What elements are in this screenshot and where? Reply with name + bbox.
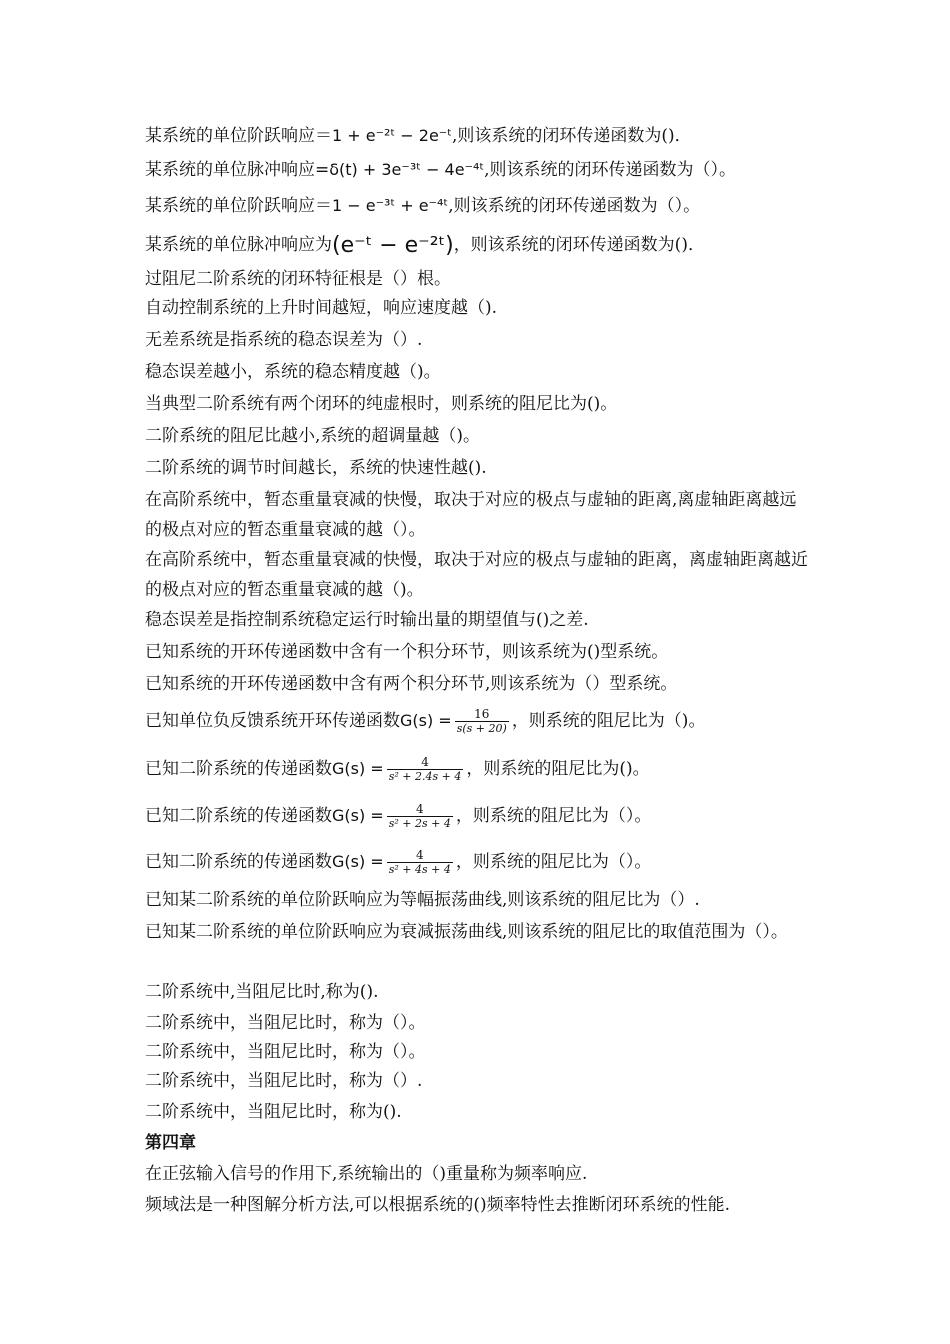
question-line: 已知某二阶系统的单位阶跃响应为等幅振荡曲线,则该系统的阻尼比为（）. [145,890,700,910]
math-expression: G(s) = [332,852,384,871]
question-text: ，则该系统的闭环传递函数为()． [453,235,705,255]
math-expression: G(s) = [400,711,452,730]
fraction-numerator: 4 [421,755,429,769]
question-line: 当典型二阶系统有两个闭环的纯虚根时，则系统的阻尼比为()。 [145,394,618,414]
fraction-denominator: s² + 4s + 4 [388,863,451,876]
question-line [145,191,810,221]
question-line: 在高阶系统中，暂态重量衰减的快慢，取决于对应的极点与虚轴的距离，离虚轴距离越近的极点对应的暂态重量衰减的越（)。 [145,550,808,600]
question-line: 已知系统的开环传递函数中含有两个积分环节,则该系统为（）型系统。 [145,674,678,694]
question-text: 某系统的单位脉冲响应为 [145,235,332,255]
question-text: ，则系统的阻尼比为（）。 [455,806,652,826]
question-line: 二阶系统中，当阻尼比时，称为(). [145,1102,402,1122]
question-text: ,则该系统的闭环传递函数为()． [451,126,692,146]
question-text: 已知二阶系统的传递函数 [145,852,332,872]
question-line: 二阶系统中，当阻尼比时，称为（）。 [145,1042,426,1062]
question-text: ，则系统的阻尼比为（)。 [511,711,706,731]
fraction [387,803,453,830]
fraction-denominator: s² + 2.4s + 4 [388,770,462,783]
question-text: 已知二阶系统的传递函数 [145,806,332,826]
question-line: 稳态误差越小，系统的稳态精度越（)。 [145,362,441,382]
question-line [145,754,810,784]
question-text: ，则系统的阻尼比为()。 [466,759,650,779]
fraction [387,849,453,876]
math-expression: G(s) = [332,759,384,778]
chapter-heading: 第四章 [145,1133,196,1153]
question-line [145,801,810,831]
fraction-denominator: s² + 2s + 4 [388,817,451,830]
question-line: 已知系统的开环传递函数中含有一个积分环节，则该系统为()型系统。 [145,642,669,662]
question-text: 某系统的单位阶跃响应＝ [145,126,332,146]
question-line: 自动控制系统的上升时间越短，响应速度越（). [145,298,498,318]
question-line: 在正弦输入信号的作用下,系统输出的（)重量称为频率响应. [145,1164,588,1184]
question-line [145,230,810,261]
fraction-denominator: s(s + 20) [456,722,507,735]
question-text: ,则该系统的闭环传递函数为（）。 [484,160,737,180]
question-line: 二阶系统中,当阻尼比时,称为(). [145,982,379,1002]
question-text: 已知二阶系统的传递函数 [145,759,332,779]
question-line: 二阶系统的调节时间越长，系统的快速性越(). [145,458,487,478]
question-line: 稳态误差是指控制系统稳定运行时输出量的期望值与()之差. [145,610,589,630]
fraction [455,708,509,735]
question-line: 二阶系统的阻尼比越小,系统的超调量越（)。 [145,426,481,446]
math-expression: G(s) = [332,806,384,825]
question-line: 二阶系统中，当阻尼比时，称为（）. [145,1071,423,1091]
fraction [387,756,464,783]
fraction-numerator: 4 [415,802,424,816]
fraction-numerator: 16 [474,707,490,721]
question-line [145,155,810,185]
question-text: ，则系统的阻尼比为（）。 [455,852,652,872]
question-line [145,121,810,151]
question-text: 某系统的单位脉冲响应= [145,160,330,180]
question-text: 某系统的单位阶跃响应＝ [145,196,332,216]
question-line: 在高阶系统中，暂态重量衰减的快慢，取决于对应的极点与虚轴的距离,离虚轴距离越远的极点对应的暂态重量衰减的越（）。 [145,490,797,540]
math-expression: δ(t) + 3e⁻³ᵗ − 4e⁻⁴ᵗ [329,160,485,179]
question-line: 二阶系统中，当阻尼比时，称为（）。 [145,1013,426,1033]
math-expression: 1 − e⁻³ᵗ + e⁻⁴ᵗ [332,196,449,215]
question-line: 频域法是一种图解分析方法,可以根据系统的()频率特性去推断闭环系统的性能. [145,1195,731,1215]
math-expression: 1 + e⁻²ᵗ − 2e⁻ᵗ [332,126,452,145]
math-expression: (e⁻ᵗ − e⁻²ᵗ) [332,233,454,258]
question-line: 过阻尼二阶系统的闭环特征根是（）根。 [145,269,451,289]
question-line: 已知某二阶系统的单位阶跃响应为衰减振荡曲线,则该系统的阻尼比的取值范围为（）。 [145,922,788,942]
question-line [145,847,810,877]
question-text: ,则该系统的闭环传递函数为（）。 [448,196,701,216]
question-line: 无差系统是指系统的稳态误差为（）. [145,330,423,350]
question-line [145,706,810,736]
question-text: 已知单位负反馈系统开环传递函数 [145,711,400,731]
fraction-numerator: 4 [415,848,424,862]
